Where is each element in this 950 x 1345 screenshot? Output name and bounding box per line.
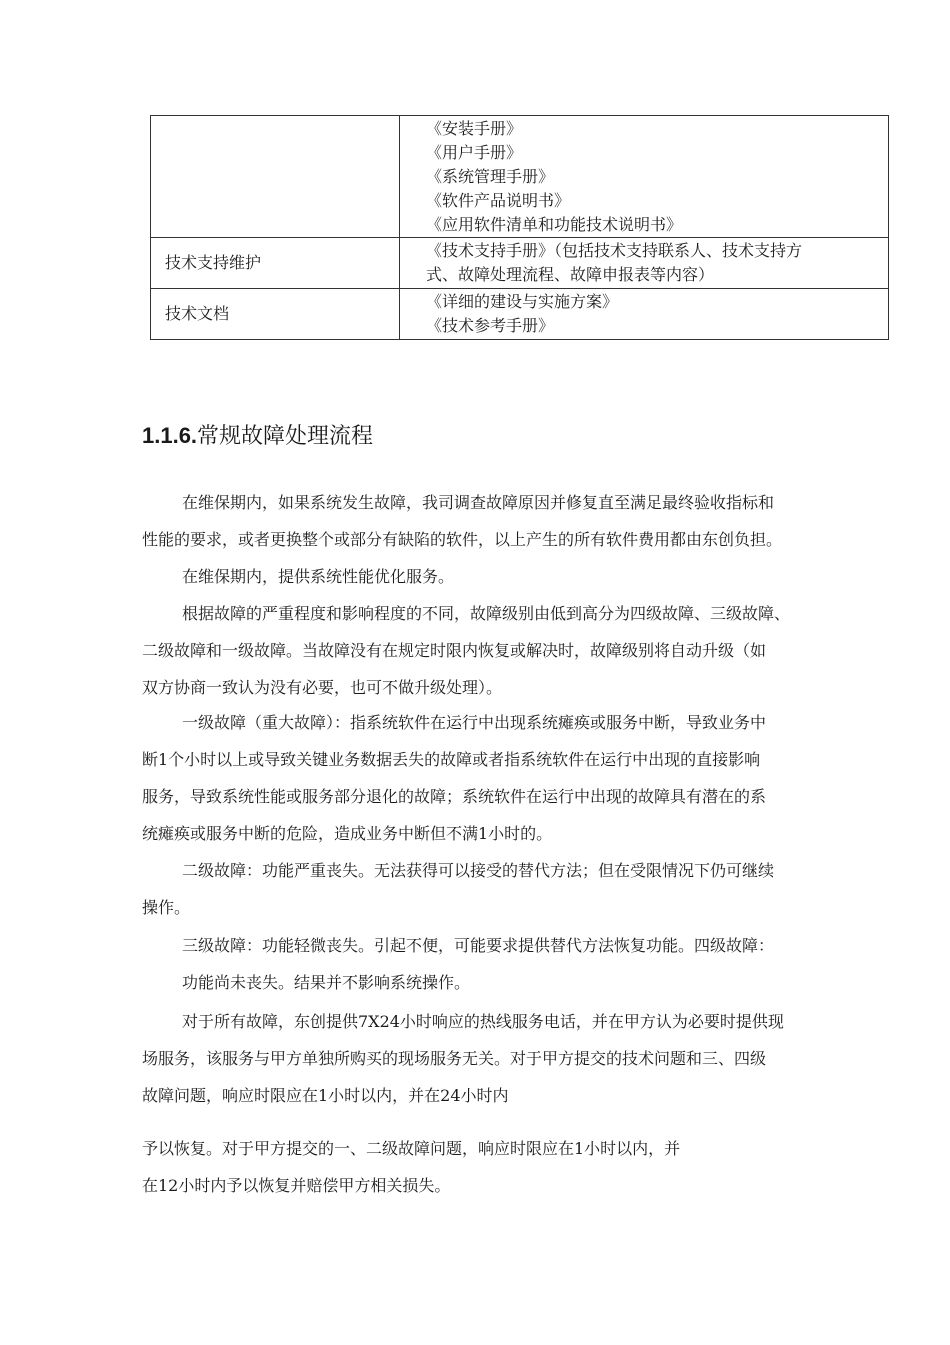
paragraph-optimization [142,558,902,595]
text-line: 断1个小时以上或导致关键业务数据丢失的故障或者指系统软件在运行中出现的直接影响 [142,750,761,769]
section-number: 1.1.6. [142,423,198,448]
section-title: 常规故障处理流程 [197,424,374,449]
doc-item: 《详细的建设与实施方案》 [426,292,619,311]
paragraph-recovery-policy [142,1130,902,1204]
doc-item-continuation: 式、故障处理流程、故障申报表等内容） [426,265,715,284]
text-line: 服务，导致系统性能或服务部分退化的故障；系统软件在运行中出现的故障具有潜在的系 [142,787,767,806]
doc-item: 《系统管理手册》 [426,166,555,186]
doc-item: 《技术支持手册》（包括技术支持联系人、技术支持方 [426,241,803,260]
table-row [151,238,889,289]
doc-item: 《应用软件清单和功能技术说明书》 [426,214,683,234]
paragraph-level-1-fault [142,704,902,852]
text-line: 统瘫痪或服务中断的危险，造成业务中断但不满1小时的。 [142,824,553,843]
paragraph-fault-levels [142,595,902,706]
text-line: 在维保期内，如果系统发生故障，我司调查故障原因并修复直至满足最终验收指标和 [182,493,775,512]
doc-item: 《软件产品说明书》 [426,190,571,210]
text-line: 对于所有故障，东创提供7X24小时响应的热线服务电话，并在甲方认为必要时提供现 [182,1012,784,1031]
doc-item: 《安装手册》 [426,118,523,138]
text-line: 一级故障（重大故障）：指系统软件在运行中出现系统瘫痪或服务中断，导致业务中 [182,713,767,732]
table-row-label [151,116,400,238]
paragraph-maintenance-repair [142,484,902,558]
paragraph-level-3-fault [142,927,902,964]
text-line: 场服务，该服务与甲方单独所购买的现场服务无关。对于甲方提交的技术问题和三、四级 [142,1049,767,1068]
text-line: 故障问题，响应时限应在1小时以内，并在24小时内 [142,1086,509,1105]
paragraph-response-policy [142,1003,902,1114]
text-line: 根据故障的严重程度和影响程度的不同，故障级别由低到高分为四级故障、三级故障、 [182,604,791,623]
table-row-content [400,289,889,340]
text-line: 予以恢复。对于甲方提交的一、二级故障问题，响应时限应在1小时以内，并 [142,1139,681,1158]
text-line: 二级故障：功能严重丧失。无法获得可以接受的替代方法；但在受限情况下仍可继续 [182,861,775,880]
text-line: 功能尚未丧失。结果并不影响系统操作。 [182,973,471,992]
text-line: 三级故障：功能轻微丧失。引起不便，可能要求提供替代方法恢复功能。四级故障： [182,936,775,955]
documentation-table [150,115,889,340]
paragraph-level-2-fault [142,852,902,926]
table-row-content [400,116,889,238]
text-line: 性能的要求，或者更换整个或部分有缺陷的软件，以上产生的所有软件费用都由东创负担。 [142,530,783,549]
section-heading [142,420,373,453]
text-line: 双方协商一致认为没有必要，也可不做升级处理）。 [142,678,503,697]
text-line: 二级故障和一级故障。当故障没有在规定时限内恢复或解决时，故障级别将自动升级（如 [142,641,767,660]
table-row-content [400,238,889,289]
table-row-label: 技术文档 [151,289,400,340]
table-row [151,289,889,340]
doc-item: 《技术参考手册》 [426,316,555,335]
text-line: 在12小时内予以恢复并赔偿甲方相关损失。 [142,1176,451,1195]
paragraph-level-4-fault [142,964,902,1001]
table-row-label: 技术支持维护 [151,238,400,289]
doc-item: 《用户手册》 [426,142,523,162]
text-line: 操作。 [142,898,191,917]
text-line: 在维保期内，提供系统性能优化服务。 [182,567,455,586]
table-row [151,116,889,238]
